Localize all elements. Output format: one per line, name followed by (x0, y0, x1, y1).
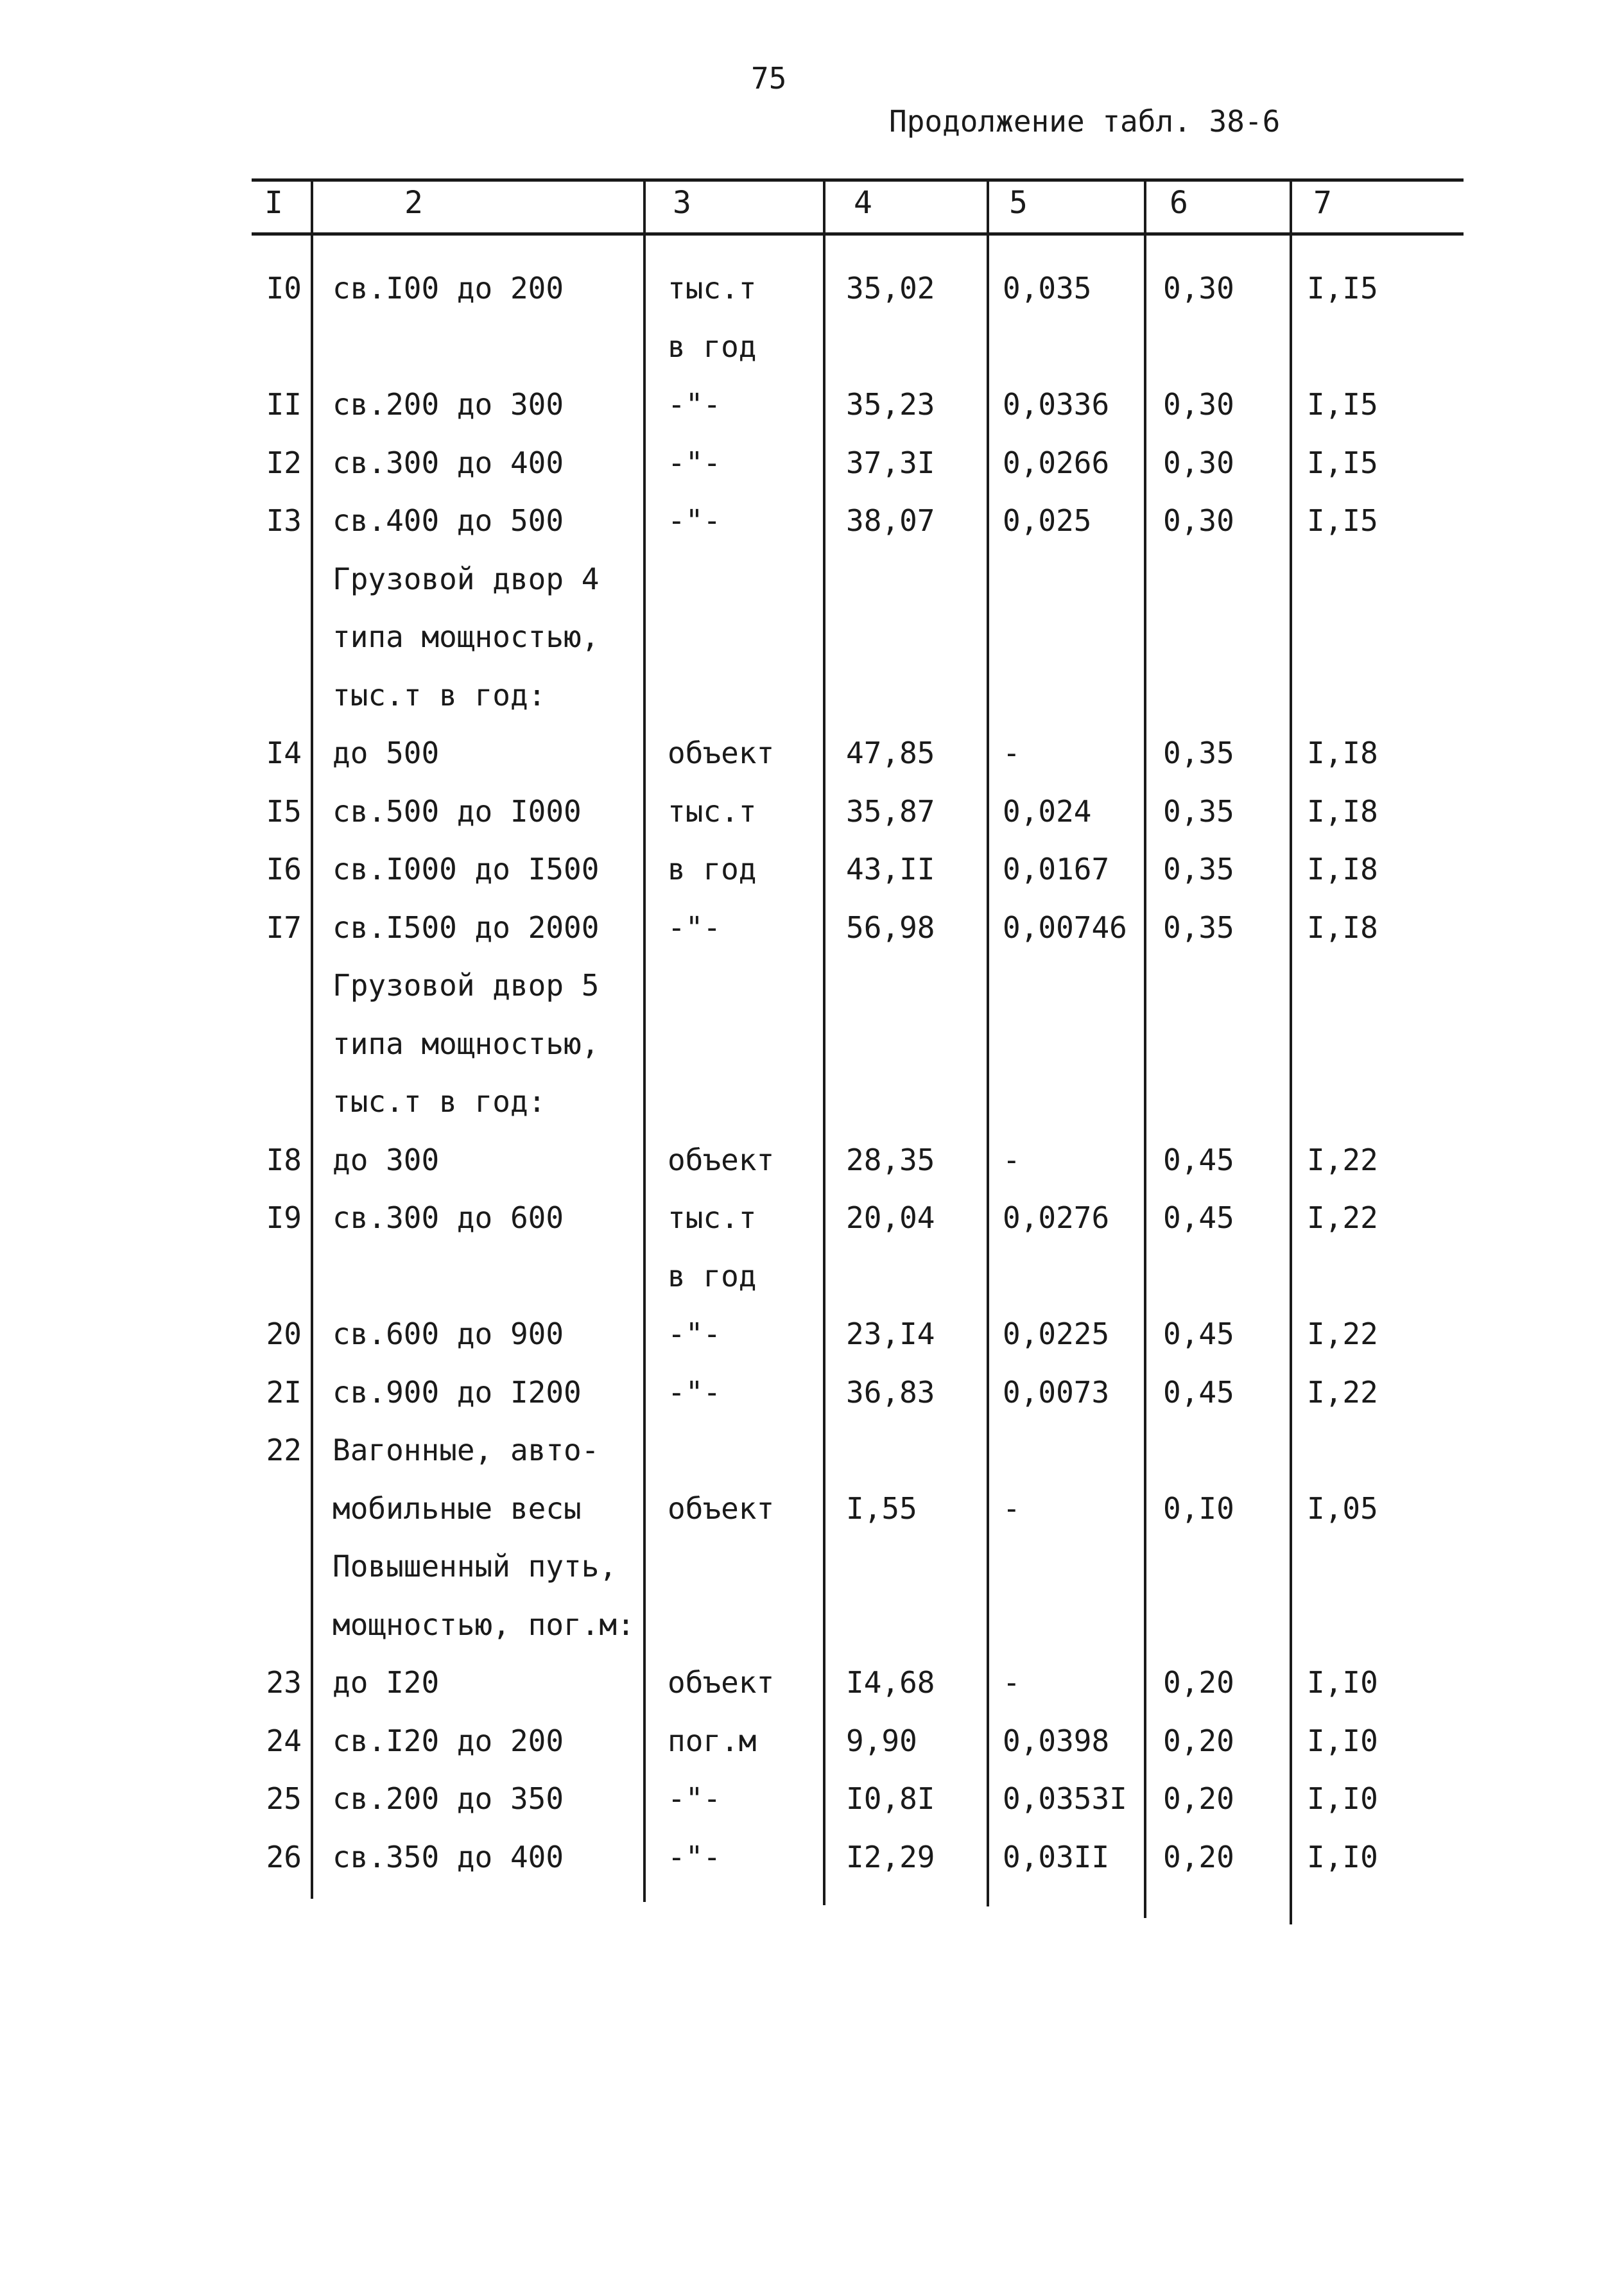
table-cell-c7: I,I8 (1307, 852, 1378, 886)
table-cell-c7: I,22 (1307, 1200, 1378, 1235)
table-cell-c2: св.900 до I200 (333, 1375, 582, 1410)
table-cell-c5: 0,0266 (1003, 445, 1110, 480)
table-cell-c7: I,I0 (1307, 1665, 1378, 1700)
table-cell-c5: - (1003, 1665, 1021, 1700)
table-cell-c2: до I20 (333, 1665, 440, 1700)
table-cell-c5: 0,0276 (1003, 1200, 1110, 1235)
table-cell-c2: Грузовой двор 5 (333, 968, 600, 1003)
table-cell-c1: 24 (266, 1724, 302, 1758)
table-cell-c2: мобильные весы (333, 1491, 582, 1526)
table-cell-c1: 2I (266, 1375, 302, 1410)
column-header-3: 3 (673, 185, 691, 221)
table-cell-c5: - (1003, 1491, 1021, 1526)
column-header-7: 7 (1313, 185, 1332, 221)
page-number: 75 (751, 61, 787, 96)
table-cell-c2: тыс.т в год: (333, 678, 546, 713)
table-cell-c4: I,55 (846, 1491, 917, 1526)
table-cell-c1: 20 (266, 1317, 302, 1351)
table-cell-c4: 9,90 (846, 1724, 917, 1758)
table-cell-c6: 0,45 (1163, 1200, 1234, 1235)
table-cell-c1: I0 (266, 271, 302, 306)
table-cell-c6: 0,45 (1163, 1375, 1234, 1410)
column-divider-2 (643, 178, 646, 1902)
table-cell-c1: II (266, 387, 302, 422)
table-cell-c6: 0,20 (1163, 1781, 1234, 1816)
table-cell-c4: 38,07 (846, 503, 935, 538)
column-header-1: I (264, 185, 283, 221)
table-cell-c2: св.500 до I000 (333, 794, 582, 829)
table-cell-c7: I,22 (1307, 1143, 1378, 1177)
table-cell-c5: 0,0073 (1003, 1375, 1110, 1410)
table-cell-c3: объект (668, 1143, 775, 1177)
table-cell-c7: I,05 (1307, 1491, 1378, 1526)
table-cell-c3: -"- (668, 1317, 721, 1351)
table-cell-c2: св.600 до 900 (333, 1317, 564, 1351)
table-cell-c5: 0,0336 (1003, 387, 1110, 422)
table-cell-c6: 0,35 (1163, 910, 1234, 945)
table-cell-c1: 25 (266, 1781, 302, 1816)
table-cell-c1: 23 (266, 1665, 302, 1700)
table-cell-c4: 37,3I (846, 445, 935, 480)
column-divider-1 (311, 178, 313, 1899)
table-cell-c2: св.400 до 500 (333, 503, 564, 538)
table-cell-c1: 26 (266, 1840, 302, 1874)
table-cell-c6: 0,35 (1163, 736, 1234, 770)
column-header-6: 6 (1170, 185, 1188, 221)
table-cell-c1: I9 (266, 1200, 302, 1235)
table-cell-c1: I4 (266, 736, 302, 770)
table-continuation-label: Продолжение табл. 38-6 (889, 104, 1281, 139)
table-cell-c5: 0,00746 (1003, 910, 1127, 945)
table-cell-c2: Повышенный путь, (333, 1549, 618, 1584)
table-cell-c4: 23,I4 (846, 1317, 935, 1351)
table-cell-c2: до 300 (333, 1143, 440, 1177)
table-cell-c3: -"- (668, 1781, 721, 1816)
table-cell-c6: 0,30 (1163, 503, 1234, 538)
table-cell-c1: I5 (266, 794, 302, 829)
table-cell-c3: -"- (668, 1840, 721, 1874)
table-cell-c7: I,22 (1307, 1375, 1378, 1410)
table-cell-c1: I8 (266, 1143, 302, 1177)
column-divider-6 (1290, 178, 1292, 1924)
table-cell-c1: I2 (266, 445, 302, 480)
table-cell-c3: -"- (668, 387, 721, 422)
table-cell-c2: Грузовой двор 4 (333, 562, 600, 596)
table-cell-c3: пог.м (668, 1724, 757, 1758)
column-divider-5 (1144, 178, 1146, 1918)
table-cell-c6: 0,30 (1163, 271, 1234, 306)
table-cell-c3: -"- (668, 445, 721, 480)
table-cell-c3: объект (668, 1665, 775, 1700)
table-cell-c4: I2,29 (846, 1840, 935, 1874)
table-cell-c5: 0,0225 (1003, 1317, 1110, 1351)
column-header-4: 4 (854, 185, 872, 221)
table-cell-c3: в год (668, 329, 757, 364)
table-cell-c7: I,I8 (1307, 794, 1378, 829)
table-cell-c2: св.200 до 350 (333, 1781, 564, 1816)
table-cell-c2: св.I500 до 2000 (333, 910, 600, 945)
table-cell-c5: 0,024 (1003, 794, 1092, 829)
table-cell-c4: 28,35 (846, 1143, 935, 1177)
table-cell-c5: 0,035 (1003, 271, 1092, 306)
table-header-rule (252, 232, 1464, 236)
table-cell-c5: 0,0167 (1003, 852, 1110, 886)
table-cell-c4: 20,04 (846, 1200, 935, 1235)
table-cell-c4: 36,83 (846, 1375, 935, 1410)
table-cell-c1: I7 (266, 910, 302, 945)
table-cell-c7: I,I0 (1307, 1724, 1378, 1758)
table-cell-c4: I0,8I (846, 1781, 935, 1816)
table-cell-c4: 35,87 (846, 794, 935, 829)
table-cell-c2: тыс.т в год: (333, 1084, 546, 1119)
table-cell-c4: 35,02 (846, 271, 935, 306)
table-cell-c5: - (1003, 736, 1021, 770)
table-cell-c7: I,I8 (1307, 910, 1378, 945)
table-cell-c7: I,22 (1307, 1317, 1378, 1351)
table-cell-c4: 47,85 (846, 736, 935, 770)
table-cell-c2: св.300 до 400 (333, 445, 564, 480)
table-cell-c3: объект (668, 736, 775, 770)
table-cell-c6: 0,35 (1163, 794, 1234, 829)
table-cell-c6: 0,I0 (1163, 1491, 1234, 1526)
column-header-2: 2 (404, 185, 423, 221)
table-cell-c7: I,I0 (1307, 1781, 1378, 1816)
table-cell-c4: 56,98 (846, 910, 935, 945)
table-cell-c2: до 500 (333, 736, 440, 770)
table-cell-c3: объект (668, 1491, 775, 1526)
table-cell-c1: I3 (266, 503, 302, 538)
table-cell-c3: в год (668, 852, 757, 886)
table-cell-c5: - (1003, 1143, 1021, 1177)
table-cell-c3: -"- (668, 910, 721, 945)
table-cell-c6: 0,20 (1163, 1724, 1234, 1758)
column-divider-4 (987, 178, 989, 1906)
table-cell-c2: Вагонные, авто- (333, 1433, 600, 1467)
table-cell-c5: 0,0398 (1003, 1724, 1110, 1758)
table-cell-c2: св.350 до 400 (333, 1840, 564, 1874)
table-cell-c6: 0,30 (1163, 445, 1234, 480)
table-cell-c7: I,I0 (1307, 1840, 1378, 1874)
table-cell-c2: св.I00 до 200 (333, 271, 564, 306)
table-cell-c5: 0,025 (1003, 503, 1092, 538)
table-cell-c3: тыс.т (668, 271, 757, 306)
table-cell-c6: 0,20 (1163, 1840, 1234, 1874)
table-cell-c3: -"- (668, 1375, 721, 1410)
table-cell-c5: 0,03II (1003, 1840, 1110, 1874)
table-cell-c7: I,I5 (1307, 445, 1378, 480)
column-header-5: 5 (1009, 185, 1028, 221)
table-cell-c3: в год (668, 1259, 757, 1293)
table-cell-c5: 0,0353I (1003, 1781, 1127, 1816)
table-cell-c1: 22 (266, 1433, 302, 1467)
table-cell-c4: 43,II (846, 852, 935, 886)
table-cell-c6: 0,20 (1163, 1665, 1234, 1700)
table-cell-c7: I,I5 (1307, 271, 1378, 306)
table-cell-c6: 0,45 (1163, 1317, 1234, 1351)
table-cell-c2: мощностью, пог.м: (333, 1607, 635, 1642)
table-cell-c6: 0,35 (1163, 852, 1234, 886)
table-cell-c2: св.200 до 300 (333, 387, 564, 422)
table-cell-c4: 35,23 (846, 387, 935, 422)
column-divider-3 (823, 178, 825, 1905)
table-cell-c6: 0,45 (1163, 1143, 1234, 1177)
table-cell-c7: I,I5 (1307, 387, 1378, 422)
table-top-rule (252, 178, 1464, 182)
table-cell-c3: тыс.т (668, 794, 757, 829)
table-cell-c6: 0,30 (1163, 387, 1234, 422)
table-cell-c2: св.I20 до 200 (333, 1724, 564, 1758)
table-cell-c2: св.300 до 600 (333, 1200, 564, 1235)
table-cell-c2: типа мощностью, (333, 1026, 600, 1061)
table-cell-c7: I,I8 (1307, 736, 1378, 770)
table-cell-c4: I4,68 (846, 1665, 935, 1700)
table-cell-c2: св.I000 до I500 (333, 852, 600, 886)
table-cell-c3: тыс.т (668, 1200, 757, 1235)
table-cell-c7: I,I5 (1307, 503, 1378, 538)
table-cell-c3: -"- (668, 503, 721, 538)
table-cell-c1: I6 (266, 852, 302, 886)
table-cell-c2: типа мощностью, (333, 619, 600, 654)
